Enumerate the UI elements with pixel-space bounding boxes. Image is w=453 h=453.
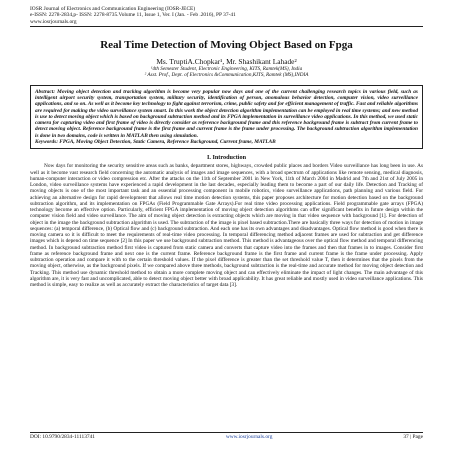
footer-doi: DOI: 10.9790/2834-11113741	[30, 434, 95, 440]
abstract-text: Moving object detection and tracking algorithm is become very popular now days and one of the current challenging research topics in various field, such as intelligent airport security system, transportation system, military security, identification of person, anomalous behavior detection, computer vision, video surveillance applications, and so on. As well as it become key technology to fight against terrorism, crime, public safety and for efficient management of traffic. Fast and reliable algorithms are required for making the video surveillance system smart. In this work the object detection algorithm implementation can be employed in real time systems; and new method is use to detect moving object which is based on background subtraction method and its FPGA implementation in surveillance video applications. In this method, we used static camera for capturing video and first frame of video is directly consider as reference background frame and this reference background frame is subtract from current frame to detect moving object. Reference background frame is the first frame and current frame is the frame under processing. The background subtraction algorithm implementation is done in two domains, code is written in MATLAB then using simulation.	[35, 88, 418, 139]
section-heading: I. Introduction	[206, 154, 247, 162]
keywords-label: Keywords:	[35, 139, 58, 145]
footer-page: 37 | Page	[403, 434, 423, 440]
abstract-box	[30, 85, 423, 150]
footer-rule	[30, 432, 423, 433]
paper-title: Real Time Detection of Moving Object Based on Fpga	[100, 39, 353, 52]
affiliation-1: ¹4th Semester Student, Electronic Engineering, KITS, Ramtek(MS), India	[150, 66, 303, 73]
journal-header	[30, 6, 423, 25]
footer-site[interactable]: www.iosrjournals.org	[225, 434, 273, 440]
journal-name: IOSR Journal of Electronics and Communication Engineering (IOSR-JECE)	[30, 6, 196, 12]
keywords-text: FPGA, Moving Object Detection, Static Camera, Reference Background, Current frame, MATLAB	[59, 139, 276, 145]
intro-paragraph: Now days for monitoring the security sensitive areas such as banks, department stores, highways, crowded public places and borders Video surveillance has long been in use. As well as it become vast research field concerning the automatic analysis of images and image sequences, with a broad spectrum of applications like remote sensing, medical diagnosis, human-computer interaction or video compression etc. After the attacks on the 11th of September 2001 in New York, 11th of March 2004 in Madrid and 7th and 21st of July 2005 in London, video surveillance systems have experienced a rapid development in the last decades, especially leading them to become a part of our daily life. Detection and Tracking of moving objects is one of the most important task and an essential processing component in mobile robotics, video surveillance applications, path planning and various field. For achieving an alternative design for rapid development that allows real time motion detection systems, this paper proposes architecture for motion detection based on the background subtraction algorithm, and its implementation on FPGAs (Field Programmable Gate Arrays).For real time video processing applications. Field programmable gate arrays (FPGA) technology become an effective option. Particularly, efficient FPGA implementation of moving object detection algorithms can offer significant benefits in future design within the computer vision field and video surveillance. The aim of moving object detection is extracting objects which are moving in that video sequence with background [1]. For detection of object in the image the background subtraction algorithm is used. The subtraction of the image is pixel based subtraction.There are basically three ways for detection of motion in image sequences: (a) temporal difference, (b) Optical flow and (c) background subtraction. And each one has its own advantages and disadvantages. Optical flow method is good when there is moving camera so it is difficult to meet the requirements of real-time video processing. In temporal differencing method adjacent frames are used for subtraction and get difference images which is depend on time sequence [2] In this paper we use background subtraction method. This method is advantageous over the optical flow method and temporal differencing method. In background subtraction method first video is captured from static camera and converts that capture video into the frames and then that frames in to images. Consider first frame as reference background frame and next one is the current frame. Reference background frame is the first frame and current frame is the frame under processing. Apply subtraction operation and compare it with to the certain threshold values. If the pixel difference is greater than the set threshold value T, then it determines that the pixels from the moving object, otherwise, as the background pixels. If we compared above three methods, background subtraction is the real-time and accurate method for moving object detection and Tracking. This method use dynamic threshold method to obtain a more complete moving object and can effectively eliminate the impact of light changes. The main advantage of this algorithm are, it is very fast and uncomplicated, able to detect moving object better with broad applicability. It has great reliable and mostly used in video surveillance applications. This method is simple, easy to realize as well as accurately extract the characteristics of target data [3].	[30, 163, 423, 289]
journal-url[interactable]: www.iosrjournals.org	[30, 18, 77, 25]
header-rule	[30, 26, 423, 27]
journal-issn: e-ISSN: 2278-2834,p- ISSN: 2278-8735.Volume 11, Issue 1, Ver. I (Jan. - Feb .2016), PP 37-41	[30, 12, 236, 19]
abstract-label: Abstract:	[35, 88, 56, 95]
affiliation-2: ² Asst. Prof., Dept. of Electronics &Communication,KITS, Ramtek (MS),INDIA	[144, 72, 309, 79]
page-footer	[30, 434, 423, 440]
paper-authors: Ms. TruptiA.Chopkar¹, Mr. Shashikant Lahade²	[156, 57, 297, 67]
